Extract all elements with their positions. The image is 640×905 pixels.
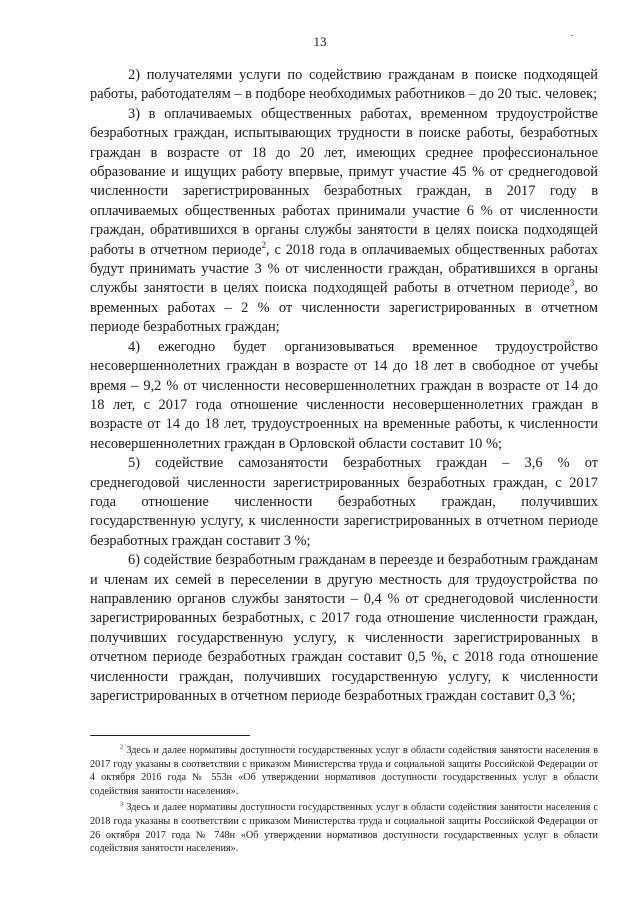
footnote-divider bbox=[90, 735, 250, 736]
scan-mark: - bbox=[570, 30, 574, 41]
footnote-ref-3[interactable]: 3 bbox=[569, 278, 575, 289]
paragraph-3-text-end: , во временных работах – 2 % от численности зарегистрированных в отчетном периоде безработных граждан; bbox=[90, 280, 598, 336]
paragraph-4: 4) ежегодно будет организовываться временное трудоустройство несовершеннолетних граждан в возрасте от 14 до 18 лет в свободное от учебы время – 9,2 % от численности несовершеннолетних граждан в возрасте от 14 до 18 лет, с 2017 года отношение численности несовершеннолетних граждан в возрасте от 14 до 18 лет, трудоустроенных на временные работы, к численности несовершеннолетних граждан в Орловской области составит 10 %; bbox=[90, 338, 598, 452]
footnote-3-text: Здесь и далее нормативы доступности государственных услуг в области содействия занятости населения с 2018 года указаны в соответствии с приказом Министерства труда и социальной защиты Российской Федерации от 26 октября 2017 года № 748н «Об утверждении нормативов доступности государственных услуг в области содействия занятости населения». bbox=[90, 802, 598, 855]
paragraph-6: 6) содействие безработным гражданам в переезде и безработным гражданам и членам их семей в переселении в другую местность для трудоустройства по направлению органов службы занятости – 0,4 % от среднегодовой численности зарегистрированных безработных, с 2017 года отношение численности граждан, получивших государственную услугу, к численности зарегистрированных в отчетном периоде безработных граждан составит 0,5 %, с 2018 года отношение численности граждан, получивших государственную услугу, к численности зарегистрированных в отчетном периоде безработных граждан составит 0,3 %; bbox=[90, 552, 598, 704]
footnote-ref-2[interactable]: 2 bbox=[261, 239, 267, 250]
paragraph-3-text: 3) в оплачиваемых общественных работах, временном трудоустройстве безработных граждан, испытывающих трудности в поиске работы, безработных граждан в возрасте от 18 до 20 лет, имеющих среднее профессиональное образование и ищущих работу впервые, примут участие 45 % от среднегодовой численности зарегистрированных безработных граждан, в 2017 году в оплачиваемых общественных работах принимали участие 6 % от численности граждан, обратившихся в органы службы занятости в целях поиска подходящей работы в отчетном периоде bbox=[90, 105, 598, 258]
footnote-3 bbox=[90, 801, 598, 855]
body-text bbox=[90, 66, 598, 706]
footnote-mark-2: 2 bbox=[120, 743, 124, 751]
footnote-2 bbox=[90, 744, 598, 798]
footnotes bbox=[90, 735, 598, 859]
page-number: 13 bbox=[313, 34, 327, 49]
paragraph-2: 2) получателями услуги по содействию гражданам в поиске подходящей работы, работодателям – в подборе необходимых работников – до 20 тыс. человек; bbox=[90, 67, 598, 103]
footnote-2-text: Здесь и далее нормативы доступности государственных услуг в области содействия занятости населения в 2017 году указаны в соответствии с приказом Министерства труда и социальной защиты Российской Федерации от 4 октября 2016 года № 553н «Об утверждении нормативов доступности государственных услуг в области содействия занятости населения». bbox=[90, 745, 598, 797]
paragraph-3 bbox=[90, 105, 598, 338]
footnote-mark-3: 3 bbox=[120, 800, 124, 808]
paragraph-3-text-cont: , с 2018 года в оплачиваемых общественных работах будут принимать участие 3 % от численности граждан, обратившихся в органы службы занятости в целях поиска подходящей работы в отчетном периоде bbox=[90, 241, 599, 297]
paragraph-5: 5) содействие самозанятости безработных граждан – 3,6 % от среднегодовой численности зарегистрированных безработных граждан, с 2017 года отношение численности безработных граждан, получивших государственную услугу, к численности зарегистрированных в отчетном периоде безработных граждан составит 3 %; bbox=[90, 455, 598, 549]
